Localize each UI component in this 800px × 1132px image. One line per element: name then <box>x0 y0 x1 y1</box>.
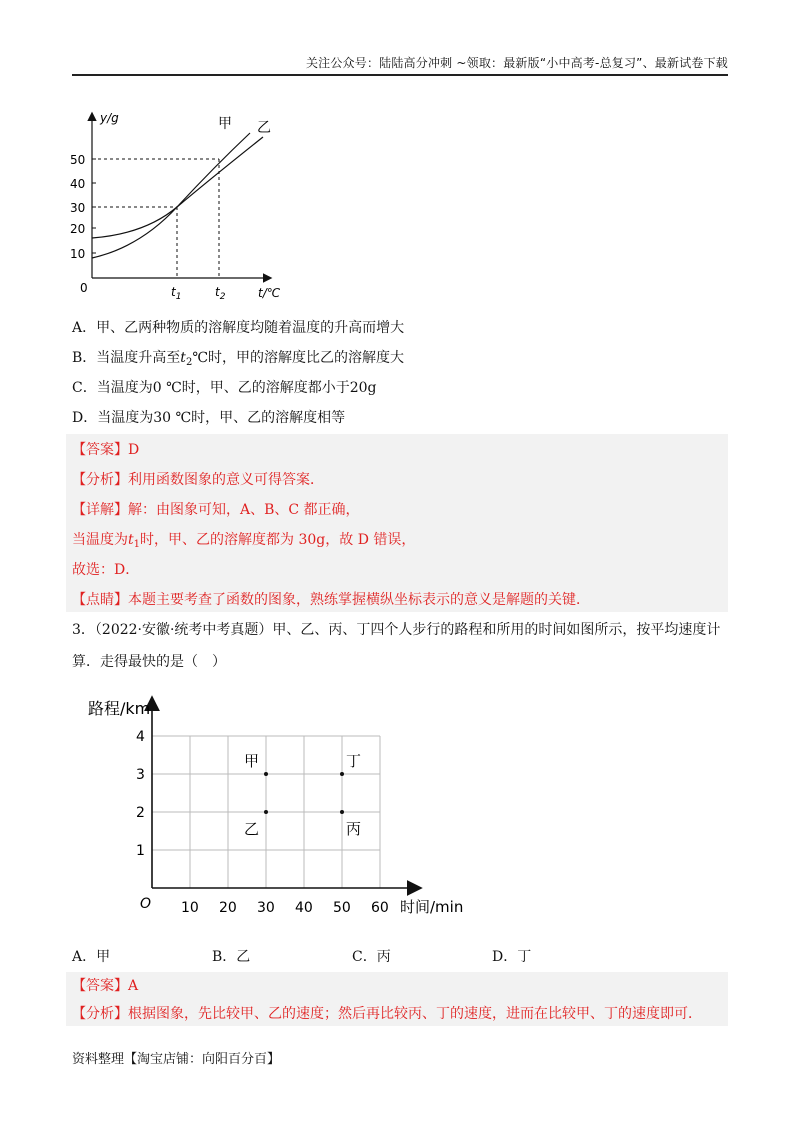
y-tick-label: 20 <box>70 222 86 236</box>
x-tick-t1: $t_1$ <box>171 285 182 302</box>
answer-q3: 【答案】A <box>72 978 139 994</box>
choice-d: D．丁 <box>492 949 532 965</box>
q3-stem-line1: 3．（2022·安徽·统考中考真题）甲、乙、丙、丁四个人步行的路程和所用的时间如图所示，按平均速度计 <box>72 622 721 638</box>
answer-box-q2 <box>66 434 728 612</box>
solubility-chart <box>60 100 300 305</box>
choice-c: C．丙 <box>352 949 391 965</box>
curve-yi <box>92 137 263 238</box>
page-header: 关注公众号：陆陆高分冲刺 ~领取：最新版“小中高考-总复习”、最新试卷下载 <box>305 56 728 70</box>
y-axis-label: 路程/km <box>88 699 151 718</box>
page-footer: 资料整理【淘宝店铺：向阳百分百】 <box>72 1052 281 1067</box>
data-point <box>264 810 268 814</box>
y-tick-label: 4 <box>136 729 145 745</box>
origin-label: O <box>140 896 152 912</box>
option-d: D．当温度为30 ℃时，甲、乙的溶解度相等 <box>72 410 346 426</box>
data-point <box>264 772 268 776</box>
option-a: A．甲、乙两种物质的溶解度均随着温度的升高而增大 <box>72 320 405 336</box>
y-tick-label: 10 <box>70 247 86 261</box>
x-tick-label: 60 <box>371 900 389 916</box>
detail-q2: 【详解】解：由图象可知，A、B、C 都正确， <box>72 502 360 518</box>
x-tick-label: 30 <box>257 900 275 916</box>
analysis-q2: 【分析】利用函数图象的意义可得答案． <box>72 472 324 488</box>
point-label: 乙 <box>244 820 260 838</box>
origin-label: 0 <box>80 281 88 295</box>
x-axis-label: 时间/min <box>400 898 464 916</box>
x-axis-label: t/℃ <box>258 286 281 300</box>
choose-q2: 故选：D． <box>72 562 140 578</box>
y-tick-label: 30 <box>70 201 86 215</box>
x-tick-t2: $t_2$ <box>215 285 226 302</box>
data-point <box>340 772 344 776</box>
y-tick-label: 1 <box>136 843 145 859</box>
distance-time-chart <box>60 690 480 925</box>
y-tick-label: 50 <box>70 153 86 167</box>
data-point <box>340 810 344 814</box>
x-tick-label: 50 <box>333 900 351 916</box>
point-label: 甲 <box>244 752 260 770</box>
point-label: 丁 <box>346 752 362 770</box>
curve-jia <box>92 133 250 258</box>
y-axis-label: y/g <box>100 111 119 125</box>
x-tick-label: 40 <box>295 900 313 916</box>
q3-stem-line2: 算．走得最快的是（ ） <box>72 654 226 670</box>
point-label: 丙 <box>346 820 362 838</box>
option-c: C．当温度为0 ℃时，甲、乙的溶解度都小于20g <box>72 380 377 396</box>
comment-q2: 【点睛】本题主要考查了函数的图象，熟练掌握横纵坐标表示的意义是解题的关键． <box>72 592 590 608</box>
option-b: B．当温度升高至$t_2℃$时，甲的溶解度比乙的溶解度大 <box>72 350 404 368</box>
x-tick-label: 20 <box>219 900 237 916</box>
analysis-q3: 【分析】根据图象，先比较甲、乙的速度；然后再比较丙、丁的速度，进而在比较甲、丁的速度即可． <box>72 1006 702 1022</box>
header-rule <box>72 74 728 76</box>
detail2-q2: 当温度为$t_1$时，甲、乙的溶解度都为 30g，故 D 错误， <box>72 532 416 550</box>
choice-b: B．乙 <box>212 949 251 965</box>
curve-label-jia: 甲 <box>218 116 232 132</box>
x-tick-label: 10 <box>181 900 199 916</box>
y-tick-label: 40 <box>70 177 86 191</box>
y-tick-label: 3 <box>136 767 145 783</box>
curve-label-yi: 乙 <box>257 120 271 136</box>
y-tick-label: 2 <box>136 805 145 821</box>
choice-a: A．甲 <box>72 949 111 965</box>
answer-q2: 【答案】D <box>72 442 140 458</box>
